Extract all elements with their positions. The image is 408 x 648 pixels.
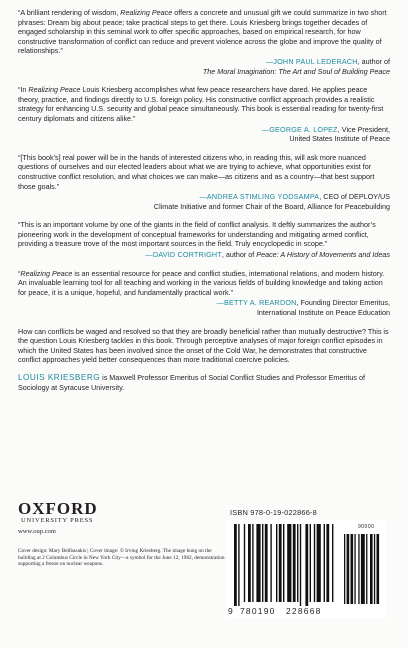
- endorsement-quote: “Realizing Peace is an essential resource for peace and conflict studies, international relations, and modern history. An invaluable learning tool for all teaching and working in the various fields of building knowledge and taking action for peace, it is a unique, hopeful, and fundamentally practical work.”: [18, 268, 385, 297]
- publisher-logo: [18, 500, 98, 525]
- cover-text: [18, 8, 390, 392]
- endorsement-attribution: —BETTY A. REARDON, Founding Director Emeritus, International Institute on Peace Education: [216, 298, 390, 318]
- barcode-lead-digit: 9: [228, 606, 234, 616]
- endorsement-reardon: [18, 269, 390, 318]
- publisher-url: www.oup.com: [18, 528, 56, 535]
- endorsement-cortright: [18, 220, 390, 259]
- publisher-logo-subtitle: UNIVERSITY PRESS: [21, 517, 94, 524]
- barcode-right-digits: 228668: [286, 606, 322, 616]
- endorsement-quote: “In Realizing Peace Louis Kriesberg accomplishes what few peace researchers have dared. He applies peace theory, practice, and findings directly to U.S. foreign policy. His constructive conflict approach provides a realistic strategy for enhancing U.S. security and global peace simultaneously. This book is essential reading for twenty-first century diplomats and citizens alike.”: [18, 85, 384, 123]
- isbn-label: ISBN 978-0-19-022866-8: [230, 508, 317, 517]
- endorsement-quote: “This is an important volume by one of the giants in the field of conflict analysis. It deftly summarizes the author’s pioneering work in the development of conceptual frameworks for understanding and mitigating armed conflict, providing a treasure trove of the most important sources in the field. Truly encyclopedic in scope.”: [18, 220, 376, 249]
- author-bio: LOUIS KRIESBERG is Maxwell Professor Emeritus of Social Conflict Studies and Professor Emeritus of Sociology at Syracuse University.: [18, 373, 365, 392]
- endorsement-lopez: [18, 85, 390, 144]
- cover-credits: Cover design: Mary Belibasakis | Cover image: © Irving Kriesberg. The image hung on the building at 2 Columbus Circle in New York City—a symbol for the June 12, 1982, demonstration supporting a freeze on nuclear weapons.: [18, 548, 225, 568]
- endorsement-attribution: —ANDREA STIMLING YODSAMPA, CEO of DEPLOY/US Climate Initiative and former Chair of the Board, Alliance for Peacebuilding: [153, 192, 390, 211]
- endorsement-lederach: [18, 8, 390, 76]
- barcode-addon-digits: 90000: [358, 524, 375, 530]
- isbn-barcode: [226, 520, 386, 618]
- endorsement-attribution: —GEORGE A. LOPEZ, Vice President, United States Institute of Peace: [261, 124, 390, 144]
- book-description: How can conflicts be waged and resolved so that they are broadly beneficial rather than mutually destructive? This is the question Louis Kriesberg tackles in this book. Through perceptive analyses of major foreign conflict episodes in which the United States has been involved since the onset of the Cold War, he demonstrates that constructive conflict approaches yield better consequences than more traditional coercive policies.: [18, 326, 389, 365]
- barcode-left-digits: 780190: [240, 606, 276, 616]
- endorsement-yodsampa: [18, 153, 390, 212]
- barcode-bars: [226, 520, 386, 618]
- endorsement-quote: “[This book’s] real power will be in the hands of interested citizens who, in reading this, will ask more nuanced questions of ourselves and our elected leaders about what we are trying to achieve, what opportunities exist for constructive conflict resolution, and what choices we can make—as citizens and as a country—that best support those goals.”: [18, 152, 375, 191]
- endorsement-quote: “A brilliant rendering of wisdom, Realizing Peace offers a concrete and unusual gift we could summarize in two short phrases: Dream big about peace; take practical steps to get there. Louis Kriesberg brings together decades of engaged scholarship in this seminal work to offer specific approaches, based on empirical research, for how constructive transformation of conflict can reduce and prevent violence across the globe and improve the quality of relationships.”: [18, 8, 387, 56]
- endorsement-attribution: —DAVID CORTRIGHT, author of Peace: A History of Movements and Ideas: [145, 250, 390, 260]
- endorsement-attribution: —JOHN PAUL LEDERACH, author of The Moral Imagination: The Art and Soul of Building Peace: [202, 56, 390, 76]
- publisher-logo-wordmark: OXFORD: [18, 499, 98, 518]
